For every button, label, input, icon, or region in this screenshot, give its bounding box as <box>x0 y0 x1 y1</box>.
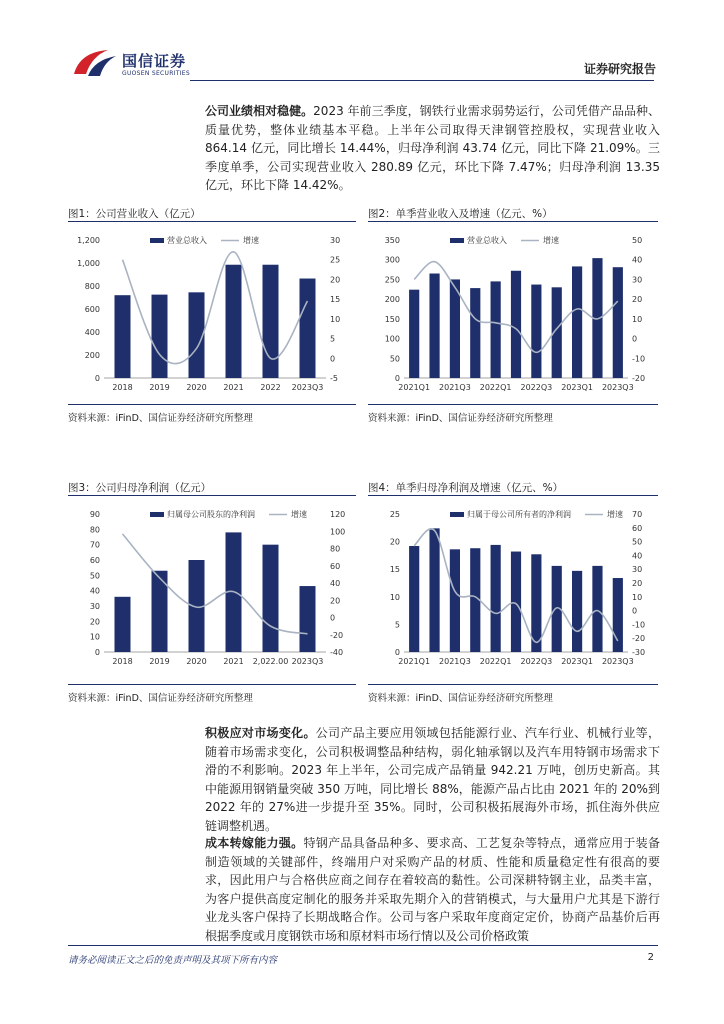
bar <box>511 271 521 378</box>
right-tick-label: 60 <box>330 561 341 571</box>
right-tick-label: 25 <box>330 255 341 265</box>
right-tick-label: -10 <box>632 354 646 364</box>
x-tick-label: 2022Q3 <box>520 657 553 666</box>
right-tick-label: -10 <box>632 620 646 630</box>
left-tick-label: 80 <box>89 525 100 535</box>
left-tick-label: 300 <box>384 255 400 265</box>
x-tick-label: 2023Q3 <box>601 657 634 666</box>
bar <box>470 288 480 378</box>
legend-line-label: 增速 <box>607 510 623 519</box>
fig4-title-divider <box>368 495 658 496</box>
legend-line-label: 增速 <box>243 236 259 245</box>
bar <box>450 549 460 652</box>
left-tick-label: 0 <box>94 374 100 383</box>
bar <box>300 586 316 652</box>
paragraph-cost-body: 特钢产品具备品种多、要求高、工艺复杂等特点，通常应用于装备制造领域的关键部件，终端用户对采购产品的材质、性能和质量稳定性有很高的要求，因此用户与合格供应商之间存在着较高的黏性。公司深耕特钢主业，品类丰富，为客户提供高度定制化的服务并采取先期介入的营销模式，与大量用户尤其是下游行业龙头客户保持了长期战略合作。公司与客户采取年度商定定价，协商产品基价后再根据季度或月度钢铁市场和原材料市场行情以及公司价格政策 <box>205 836 660 942</box>
right-tick-label: 10 <box>330 314 341 324</box>
right-tick-label: 0 <box>330 354 336 364</box>
legend-bar-label: 营业总收入 <box>467 236 507 245</box>
left-tick-label: 10 <box>89 632 100 642</box>
bar <box>152 295 168 378</box>
left-tick-label: 150 <box>384 314 400 324</box>
fig4-source-divider <box>368 684 658 685</box>
left-tick-label: 800 <box>84 282 100 291</box>
right-tick-label: 30 <box>632 275 643 285</box>
paragraph-performance-body: 2023 年前三季度，钢铁行业需求弱势运行，公司凭借产品品种、质量优势，整体业绩基本平稳。上半年公司取得天津钢管控股权，实现营业收入 864.14 亿元，同比增长 14.44%，归母净利润 43.74 亿元，同比下降 21.09%。三季度单季，公司实现营业收入 280.89 亿元，环比下降 7.47%；归母净利润 13.35 亿元，环比下降 14.42%。 <box>205 104 660 193</box>
left-tick-label: 40 <box>89 586 100 596</box>
chart-quarterly-net-profit <box>368 502 658 674</box>
legend-bar-label: 归属于母公司所有者的净利润 <box>467 510 571 519</box>
page-header <box>0 0 724 90</box>
x-tick-label: 2019 <box>149 657 170 666</box>
left-tick-label: 50 <box>389 354 400 364</box>
bar <box>511 552 521 652</box>
x-tick-label: 2021 <box>223 657 244 666</box>
chart-quarterly-revenue <box>368 228 658 400</box>
guosen-logo <box>70 46 210 86</box>
right-tick-label: 50 <box>632 537 643 547</box>
x-tick-label: 2018 <box>112 657 133 666</box>
right-tick-label: 20 <box>330 275 341 285</box>
legend-line-label: 增速 <box>291 510 307 519</box>
right-tick-label: 0 <box>632 334 638 344</box>
left-tick-label: 10 <box>389 592 400 602</box>
left-tick-label: 0 <box>394 648 400 657</box>
right-tick-label: 30 <box>330 236 341 245</box>
right-tick-label: 0 <box>330 613 336 623</box>
right-tick-label: 20 <box>330 596 341 606</box>
bar <box>263 545 279 652</box>
right-tick-label: 10 <box>632 592 643 602</box>
bar <box>491 281 501 378</box>
paragraph-cost-lead: 成本转嫁能力强。 <box>205 836 304 850</box>
right-tick-label: 40 <box>632 255 643 265</box>
bar <box>226 265 242 378</box>
logo-mark-icon <box>70 46 118 80</box>
growth-line <box>123 252 308 364</box>
chart-annual-revenue <box>68 228 356 400</box>
left-tick-label: 50 <box>89 571 100 581</box>
fig2-title-divider <box>368 221 658 222</box>
bar <box>263 265 279 378</box>
x-tick-label: 2023Q3 <box>601 383 634 392</box>
x-tick-label: 2022 <box>260 383 281 392</box>
bar <box>429 528 439 652</box>
right-tick-label: 50 <box>632 236 643 245</box>
x-tick-label: 2022Q1 <box>479 383 512 392</box>
fig3-title: 图3：公司归母净利润（亿元） <box>68 482 212 494</box>
right-tick-label: -40 <box>330 648 344 657</box>
right-tick-label: 120 <box>330 510 346 519</box>
x-tick-label: 2023Q1 <box>561 383 593 392</box>
x-tick-label: 2021Q3 <box>439 383 471 392</box>
fig1-source-divider <box>68 404 356 405</box>
x-tick-label: 2022Q3 <box>520 383 553 392</box>
fig2-source: 资料来源：iFinD、国信证券经济研究所整理 <box>368 413 553 424</box>
fig3-title-divider <box>68 495 356 496</box>
growth-line <box>123 534 308 634</box>
left-tick-label: 0 <box>94 648 100 657</box>
left-tick-label: 15 <box>389 565 400 575</box>
right-tick-label: -30 <box>632 648 646 657</box>
left-tick-label: 0 <box>394 374 400 383</box>
legend-bar-swatch <box>150 512 164 517</box>
x-tick-label: 2018 <box>112 383 133 392</box>
bar <box>429 274 439 378</box>
right-tick-label: 30 <box>632 565 643 575</box>
left-tick-label: 250 <box>384 275 400 285</box>
x-tick-label: 2021 <box>223 383 244 392</box>
right-tick-label: 100 <box>330 527 346 537</box>
left-tick-label: 90 <box>89 510 100 519</box>
legend-line-label: 增速 <box>543 236 559 245</box>
left-tick-label: 20 <box>89 617 100 627</box>
left-tick-label: 30 <box>89 602 100 611</box>
paragraph-market-body: 公司产品主要应用领域包括能源行业、汽车行业、机械行业等，随着市场需求变化，公司积极调整品种结构，弱化轴承钢以及汽车用特钢市场需求下滑的不利影响。2023 年上半年，公司完成产品销量 942.21 万吨，创历史新高。其中能源用钢销量突破 350 万吨，同比增长 88%，能源产品占比由 2021 年的 20%到 2022 年的 27%进一步提升至 35%。同时，公司积极拓展海外市场，抓住海外供应链调整机遇。 <box>205 726 660 833</box>
bar <box>531 285 541 378</box>
right-tick-label: 40 <box>330 579 341 588</box>
right-tick-label: 15 <box>330 295 341 305</box>
bar <box>409 546 419 652</box>
paragraph-performance <box>205 102 660 195</box>
fig1-source: 资料来源：iFinD、国信证券经济研究所整理 <box>68 413 253 424</box>
x-tick-label: 2023Q1 <box>561 657 593 666</box>
left-tick-label: 100 <box>384 334 400 344</box>
bar <box>300 279 316 378</box>
left-tick-label: 200 <box>84 351 100 360</box>
left-tick-label: 600 <box>84 305 100 314</box>
right-tick-label: 20 <box>632 579 643 588</box>
right-tick-label: 5 <box>330 334 336 344</box>
right-tick-label: 10 <box>632 314 643 324</box>
legend-bar-swatch <box>150 238 164 243</box>
right-tick-label: 0 <box>632 606 638 616</box>
left-tick-label: 20 <box>389 537 400 547</box>
paragraph-cost <box>205 834 660 942</box>
fig4-title: 图4：单季归母净利润及增速（亿元、%） <box>368 482 564 494</box>
bar <box>491 545 501 652</box>
logo-cn-text: 国信证券 <box>122 52 187 70</box>
bar <box>115 295 131 378</box>
right-tick-label: 80 <box>330 544 341 554</box>
report-type: 证券研究报告 <box>583 62 656 76</box>
left-tick-label: 70 <box>89 540 100 550</box>
logo-en-text: GUOSEN SECURITIES <box>122 70 191 77</box>
bar <box>531 554 541 652</box>
left-tick-label: 5 <box>394 620 400 630</box>
right-tick-label: 40 <box>632 551 643 561</box>
x-tick-label: 2021Q3 <box>439 657 471 666</box>
bar <box>592 566 602 652</box>
fig4-source: 资料来源：iFinD、国信证券经济研究所整理 <box>368 693 553 704</box>
fig1-title-divider <box>68 221 356 222</box>
paragraph-market <box>205 724 660 836</box>
legend-bar-label: 归属母公司股东的净利润 <box>167 510 255 519</box>
legend-bar-swatch <box>450 512 464 517</box>
bar <box>409 290 419 378</box>
paragraph-market-lead: 积极应对市场变化。 <box>205 726 316 740</box>
paragraph-performance-lead: 公司业绩相对稳健。 <box>205 104 314 118</box>
left-tick-label: 1,000 <box>77 259 100 268</box>
x-tick-label: 2023Q3 <box>291 383 324 392</box>
left-tick-label: 200 <box>384 295 400 305</box>
fig1-title: 图1：公司营业收入（亿元） <box>68 208 201 220</box>
x-tick-label: 2020 <box>186 657 207 666</box>
right-tick-label: -20 <box>330 630 344 640</box>
left-tick-label: 400 <box>84 328 100 337</box>
bar <box>115 597 131 652</box>
legend-bar-label: 营业总收入 <box>167 236 207 245</box>
x-tick-label: 2020 <box>186 383 207 392</box>
right-tick-label: -20 <box>632 374 646 383</box>
bar <box>613 267 623 378</box>
right-tick-label: 70 <box>632 510 643 519</box>
page-number: 2 <box>647 952 654 963</box>
legend-bar-swatch <box>450 238 464 243</box>
x-tick-label: 2,022.00 <box>252 657 289 666</box>
right-tick-label: -5 <box>330 374 338 383</box>
right-tick-label: 20 <box>632 295 643 305</box>
footer-divider <box>68 945 658 946</box>
x-tick-label: 2021Q1 <box>398 383 431 392</box>
fig2-source-divider <box>368 404 658 405</box>
header-divider <box>190 80 654 81</box>
left-tick-label: 60 <box>89 556 100 565</box>
left-tick-label: 1,200 <box>77 236 100 245</box>
bar <box>572 571 582 652</box>
x-tick-label: 2019 <box>149 383 170 392</box>
footer-disclaimer: 请务必阅读正文之后的免责声明及其项下所有内容 <box>68 955 278 966</box>
x-tick-label: 2023Q3 <box>291 657 324 666</box>
fig3-source: 资料来源：iFinD、国信证券经济研究所整理 <box>68 693 253 704</box>
bar <box>572 266 582 378</box>
fig2-title: 图2：单季营业收入及增速（亿元、%） <box>368 208 553 220</box>
fig3-source-divider <box>68 684 356 685</box>
right-tick-label: 60 <box>632 523 643 533</box>
chart-annual-net-profit <box>68 502 356 674</box>
right-tick-label: -20 <box>632 634 646 644</box>
left-tick-label: 350 <box>384 236 400 245</box>
x-tick-label: 2022Q1 <box>479 657 512 666</box>
x-tick-label: 2021Q1 <box>398 657 431 666</box>
left-tick-label: 25 <box>389 510 400 519</box>
